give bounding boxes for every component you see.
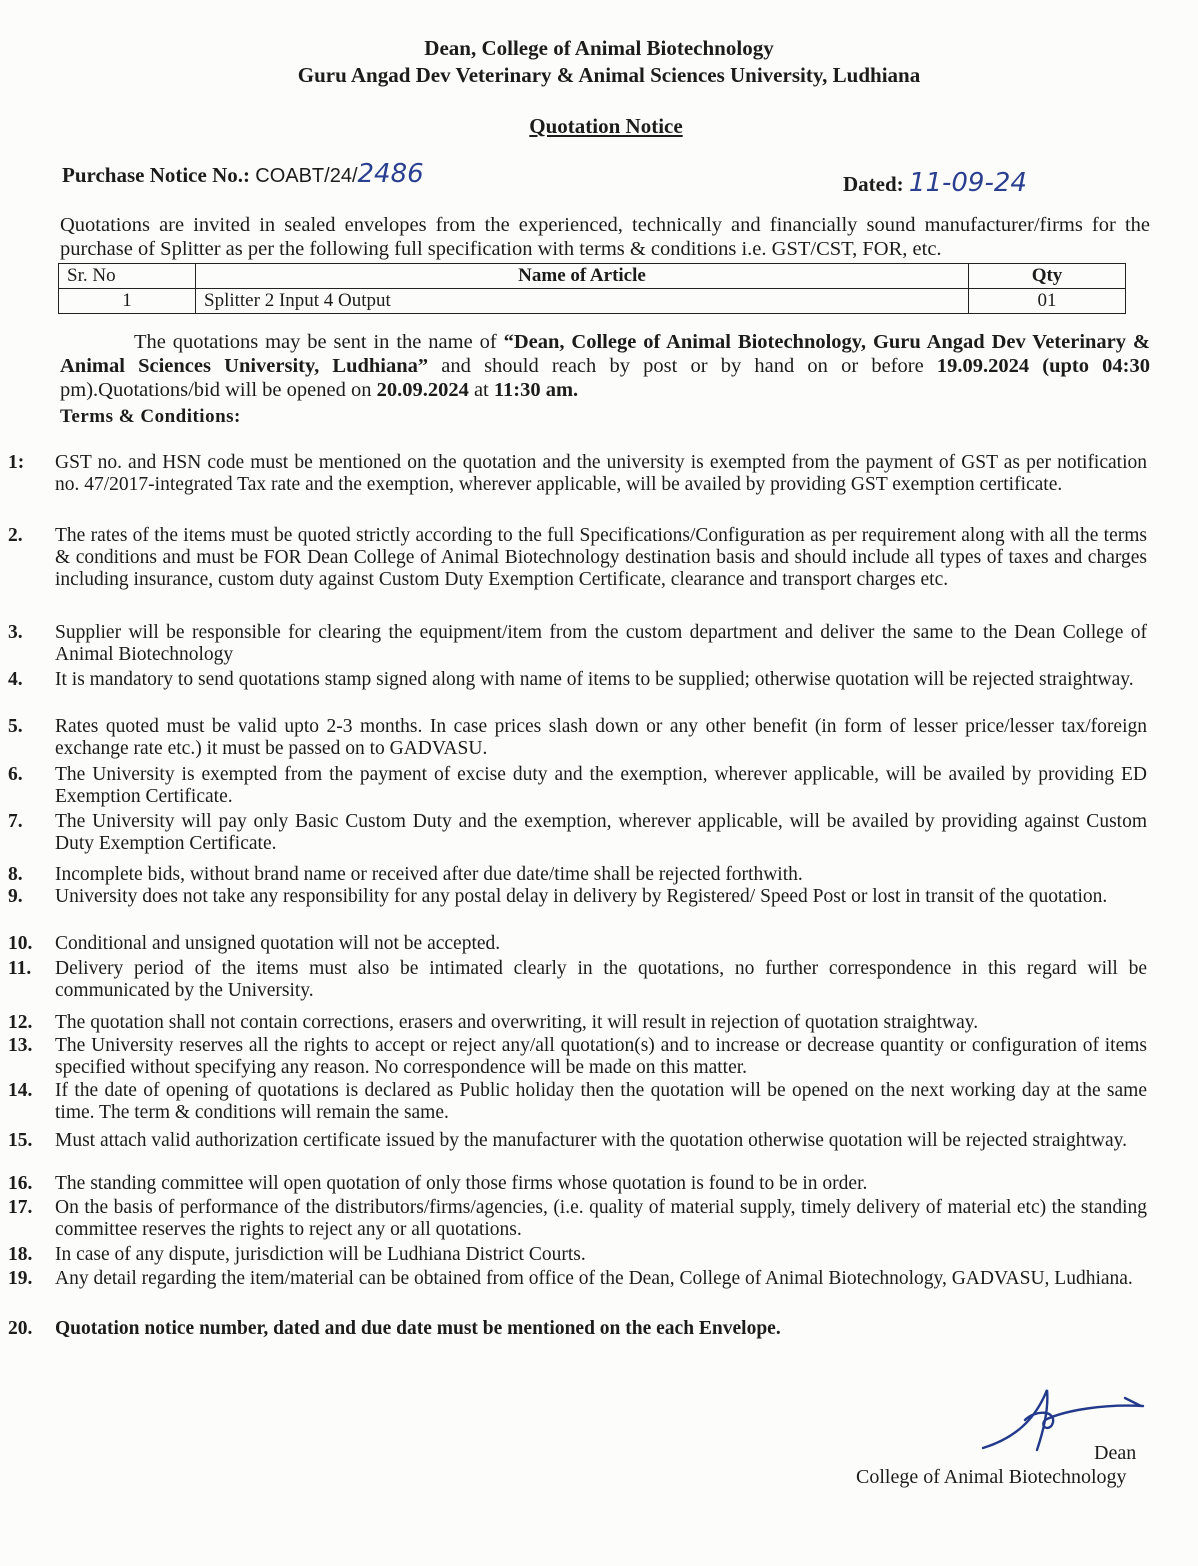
term-number: 20. [8,1318,33,1339]
term-number: 18. [8,1244,33,1265]
term-text: Quotation notice number, dated and due date must be mentioned on the each Envelope. [55,1318,781,1339]
term-text: Supplier will be responsible for clearing the equipment/item from the custom department and deliver the same to the Dean College of Animal Biotechnology [55,622,1147,665]
term-number: 11. [8,958,32,979]
cell-qty: 01 [969,289,1126,314]
header-name-of-article: Name of Article [196,264,969,289]
submission-addressee: “Dean, College of Animal Biotechnology, Guru Angad Dev Veterinary & Animal Sciences University, Ludhiana” [60,331,1150,377]
term-number: 17. [8,1197,33,1218]
term-number: 19. [8,1268,33,1289]
opening-time: 11:30 am. [493,379,579,401]
term-text: University does not take any responsibility for any postal delay in delivery by Registered/ Speed Post or lost in transit of the quotation. [55,886,1108,907]
submission-text-4: at [468,379,494,401]
submission-text-3: pm).Quotations/bid will be opened on [60,379,377,401]
signatory-college: College of Animal Biotechnology [856,1466,1127,1488]
due-time: (upto 04:30 [1042,355,1150,377]
term-text: If the date of opening of quotations is declared as Public holiday then the quotation will be opened on the next working day at the same time. The term & conditions will remain the same. [55,1080,1147,1123]
submission-paragraph [60,330,1150,402]
cell-sr-no: 1 [59,289,196,314]
term-number: 15. [8,1130,33,1151]
term-text: It is mandatory to send quotations stamp signed along with name of items to be supplied; otherwise quotation will be rejected straightway. [55,669,1134,690]
purchase-notice-number [62,159,424,189]
intro-paragraph: Quotations are invited in sealed envelopes from the experienced, technically and financially sound manufacturer/firms for the purchase of Splitter as per the following full specification with terms & conditions i.e. GST/CST, FOR, etc. [60,214,1150,260]
term-number: 13. [8,1035,33,1056]
term-text: The rates of the items must be quoted strictly according to the full Specifications/Configuration as per requirement along with all the terms & conditions and must be FOR Dean College of Animal Biotechnology destination basis and should include all types of taxes and charges including insurance, custom duty against Custom Duty Exemption Certificate, clearance and transport charges etc. [55,525,1147,590]
term-text: Delivery period of the items must also be intimated clearly in the quotations, no further correspondence in this regard will be communicated by the University. [55,958,1147,1001]
notice-date [843,168,1027,198]
term-text: The University will pay only Basic Custom Duty and the exemption, wherever applicable, will be availed by providing against Custom Duty Exemption Certificate. [55,811,1147,854]
page-title: Quotation Notice [529,114,683,138]
term-number: 16. [8,1173,33,1194]
term-text: The University reserves all the rights to accept or reject any/all quotation(s) and to increase or decrease quantity or configuration of items specified without specifying any reason. No correspondence will be made on this matter. [55,1035,1147,1078]
term-text: On the basis of performance of the distributors/firms/agencies, (i.e. quality of material supply, timely delivery of material etc) the standing committee reserves the rights to reject any or all quotations. [55,1197,1147,1240]
cell-article-name: Splitter 2 Input 4 Output [196,289,969,314]
items-table [58,263,1126,314]
header-qty: Qty [969,264,1126,289]
term-number: 3. [8,622,23,643]
term-text: GST no. and HSN code must be mentioned on the quotation and the university is exempted from the payment of GST as per notification no. 47/2017-integrated Tax rate and the exemption, wherever applicable, will be availed by providing GST exemption certificate. [55,452,1147,495]
signatory-title: Dean [1094,1442,1137,1464]
terms-heading: Terms & Conditions: [60,406,241,427]
term-number: 2. [8,525,23,546]
term-text: Conditional and unsigned quotation will not be accepted. [55,933,501,954]
purchase-notice-handwritten-number: 2486 [357,159,424,189]
term-number: 14. [8,1080,33,1101]
term-number: 5. [8,716,23,737]
dated-label: Dated: [843,172,904,196]
term-text: Any detail regarding the item/material can be obtained from office of the Dean, College of Animal Biotechnology, GADVASU, Ludhiana. [55,1268,1133,1289]
term-number: 7. [8,811,23,832]
items-table-header-row [59,264,1126,289]
header-sr-no: Sr. No [59,264,196,289]
submission-text-2: and should reach by post or by hand on or before [428,355,937,377]
term-text: Incomplete bids, without brand name or received after due date/time shall be rejected forthwith. [55,864,803,885]
due-date: 19.09.2024 [936,355,1030,377]
term-number: 8. [8,864,23,885]
term-number: 6. [8,764,23,785]
opening-date: 20.09.2024 [376,379,469,401]
purchase-notice-code: COABT/24/ [255,165,358,187]
term-number: 12. [8,1012,33,1033]
term-text: In case of any dispute, jurisdiction will be Ludhiana District Courts. [55,1244,586,1265]
term-text: The standing committee will open quotation of only those firms whose quotation is found to be in order. [55,1173,868,1194]
term-number: 9. [8,886,23,907]
term-number: 10. [8,933,33,954]
dated-handwritten-value: 11-09-24 [908,168,1027,198]
term-text: The quotation shall not contain corrections, erasers and overwriting, it will result in rejection of quotation straightway. [55,1012,979,1033]
table-row [59,289,1126,314]
term-text: The University is exempted from the payment of excise duty and the exemption, wherever applicable, will be availed by providing ED Exemption Certificate. [55,764,1147,807]
submission-text-1: The quotations may be sent in the name of [134,331,504,353]
header-line-1: Dean, College of Animal Biotechnology [424,36,774,60]
header-line-2: Guru Angad Dev Veterinary & Animal Sciences University, Ludhiana [297,63,921,87]
term-text: Rates quoted must be valid upto 2-3 months. In case prices slash down or any other benefit (in form of lesser price/lesser tax/foreign exchange rate etc.) it must be passed on to GADVASU. [55,716,1147,759]
purchase-notice-label: Purchase Notice No.: [62,163,250,187]
term-number: 1: [8,452,25,473]
term-text: Must attach valid authorization certificate issued by the manufacturer with the quotation otherwise quotation will be rejected straightway. [55,1130,1127,1151]
term-number: 4. [8,669,23,690]
